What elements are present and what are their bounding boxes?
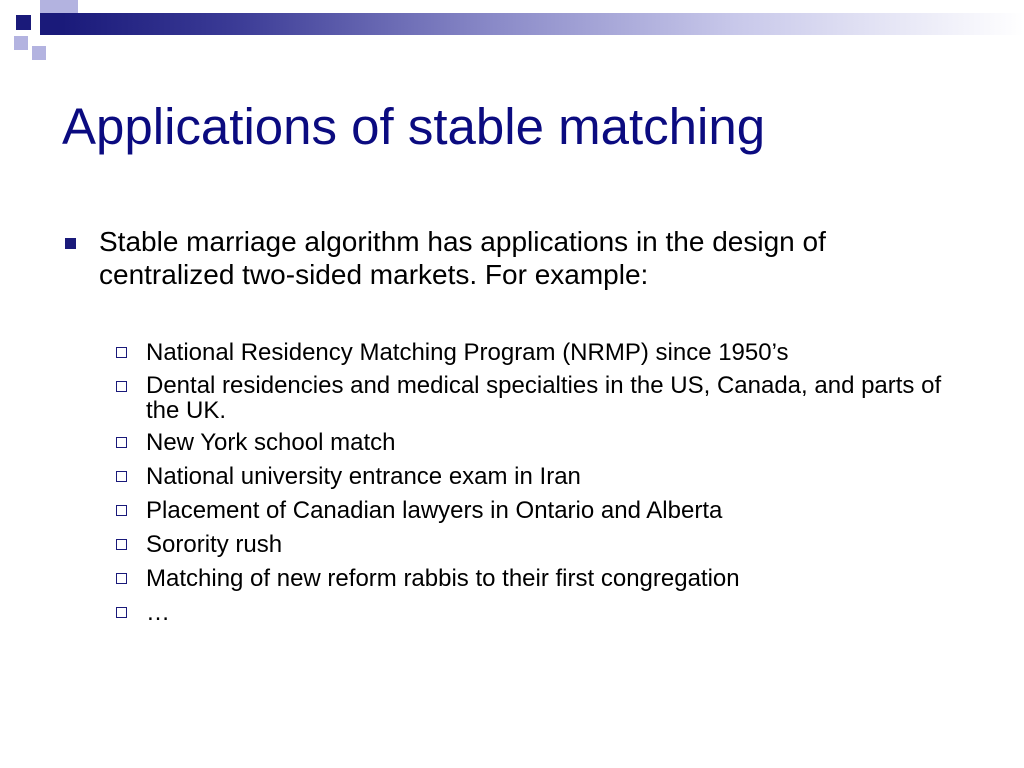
list-item bbox=[112, 599, 972, 627]
hollow-square-bullet-icon bbox=[116, 437, 127, 448]
list-item-text: … bbox=[146, 599, 170, 626]
list-item-text: Placement of Canadian lawyers in Ontario and Alberta bbox=[146, 497, 723, 524]
hollow-square-bullet-icon bbox=[116, 573, 127, 584]
filled-square-bullet-icon bbox=[65, 238, 76, 249]
list-item-text: National Residency Matching Program (NRMP) since 1950’s bbox=[146, 339, 789, 366]
corner-square-icon bbox=[32, 46, 46, 60]
hollow-square-bullet-icon bbox=[116, 471, 127, 482]
corner-square-icon bbox=[40, 13, 62, 35]
list-item-text: New York school match bbox=[146, 429, 396, 456]
list-item bbox=[112, 565, 972, 593]
list-item-text: Dental residencies and medical specialties in the US, Canada, and parts of the UK. bbox=[146, 372, 942, 424]
main-bullet bbox=[62, 225, 962, 291]
hollow-square-bullet-icon bbox=[116, 505, 127, 516]
slide-title: Applications of stable matching bbox=[62, 98, 766, 155]
corner-square-icon bbox=[40, 0, 62, 13]
hollow-square-bullet-icon bbox=[116, 539, 127, 550]
list-item bbox=[112, 497, 972, 525]
list-item bbox=[112, 429, 972, 457]
corner-square-icon bbox=[16, 15, 31, 30]
hollow-square-bullet-icon bbox=[116, 381, 127, 392]
hollow-square-bullet-icon bbox=[116, 607, 127, 618]
corner-square-icon bbox=[62, 0, 78, 13]
list-item-text: Sorority rush bbox=[146, 531, 283, 558]
main-bullet-text: Stable marriage algorithm has applications in the design of centralized two-sided markets. For example: bbox=[99, 226, 826, 290]
hollow-square-bullet-icon bbox=[116, 347, 127, 358]
header-gradient-bar bbox=[62, 13, 1024, 35]
corner-square-icon bbox=[14, 36, 28, 50]
list-item-text: National university entrance exam in Iran bbox=[146, 463, 581, 490]
list-item bbox=[112, 463, 972, 491]
list-item bbox=[112, 339, 972, 367]
list-item-text: Matching of new reform rabbis to their first congregation bbox=[146, 565, 740, 592]
examples-list bbox=[112, 339, 972, 633]
list-item bbox=[112, 373, 972, 423]
list-item bbox=[112, 531, 972, 559]
